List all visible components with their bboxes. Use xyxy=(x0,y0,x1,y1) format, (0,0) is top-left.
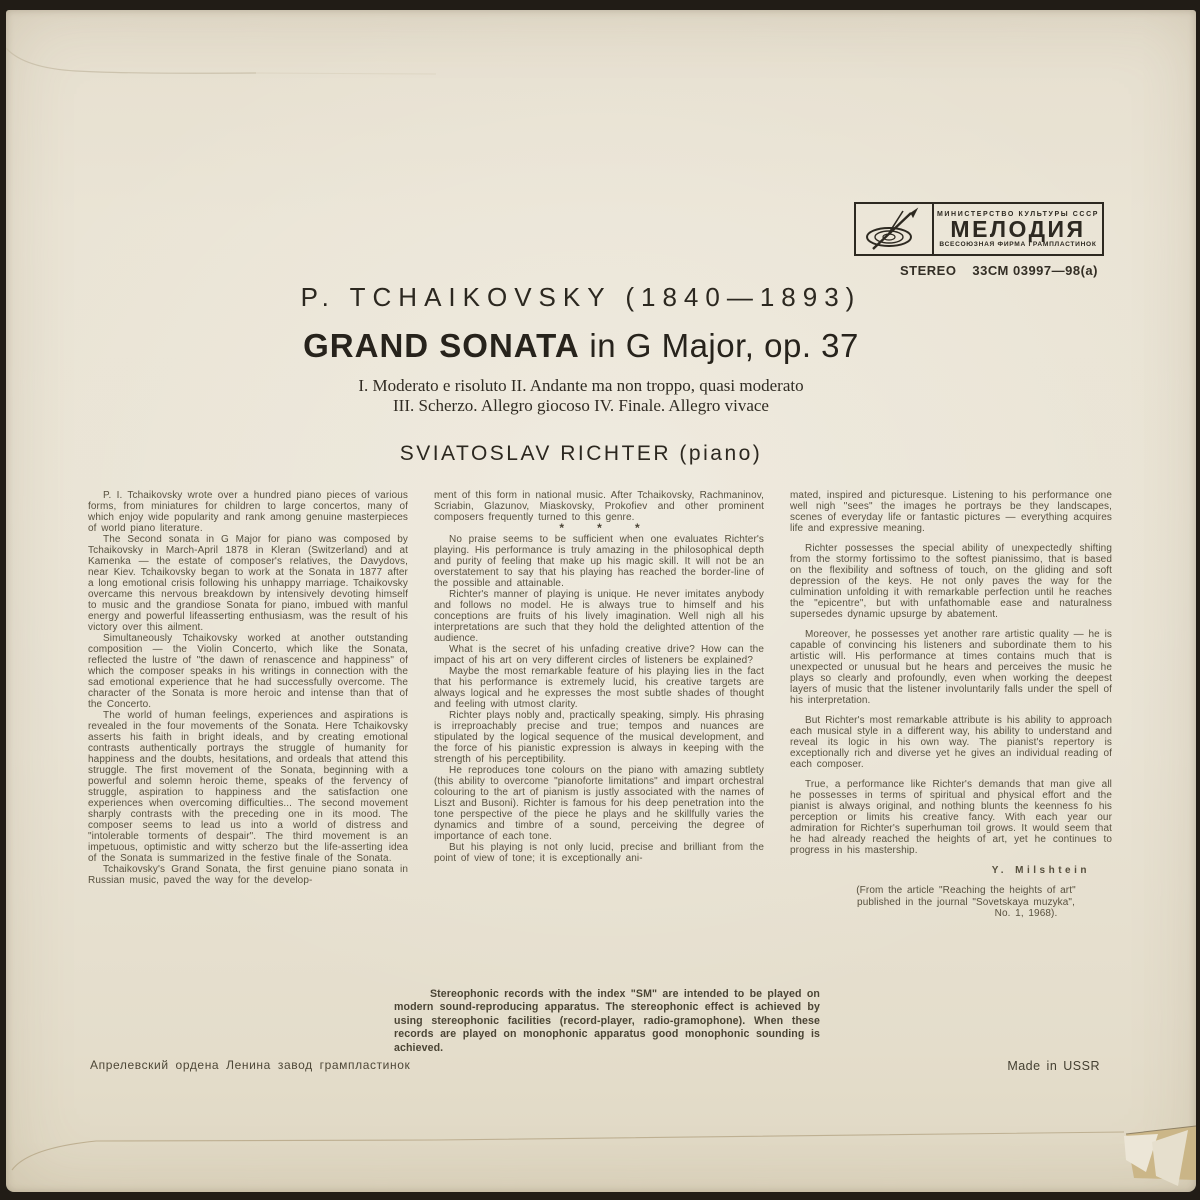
source-note xyxy=(790,885,1112,920)
paragraph: The world of human feelings, experiences and aspirations is revealed in the four movements of the Sonata. Here Tchaikovsky asserts his faith in bright ideals, and by creating emotional contrasts authentically portrays the struggle of humanity for happiness and the doubts, hesitations, and ordeals that attend this struggle. The first movement of the Sonata, beginning with a powerful and solemn heroic theme, speaks of the fervency of struggle, aspiration to happiness and the satisfaction one experiences when overcoming difficulties... The second movement sharply contrasts with the preceding one in its mood. The composer seems to lead us into a world of distress and "intolerable torments of despair". The third movement is an impetuous, optimistic and witty scherzo but the life-asserting idea of the Sonata is summarized in the festive finale of the Sonata. xyxy=(88,710,408,864)
logo-ministry-line: МИНИСТЕРСТВО КУЛЬТУРЫ СССР xyxy=(937,210,1099,218)
paragraph: P. I. Tchaikovsky wrote over a hundred piano pieces of various forms, from miniatures for children to large concertos, many of which enjoy wide popularity and rank among genuine masterpieces of world piano literature. xyxy=(88,490,408,534)
author-signature: Y. Milshtein xyxy=(991,865,1090,876)
paragraph: What is the secret of his unfading creative drive? How can the impact of his art on very different circles of listeners be explained? xyxy=(434,644,764,666)
stereo-playback-note-text: Stereophonic records with the index "SM" are intended to be played on modern sound-reproducing apparatus. The stereophonic effect is achieved by using stereophonic facilities (record-player, radio-gramophone). When these records are played on monophonic apparatus good monophonic sounding is achieved. xyxy=(394,988,820,1054)
liner-notes xyxy=(88,490,1112,920)
stereo-playback-note xyxy=(394,988,820,1055)
composer-title: P. TCHAIKOVSKY (1840—1893) xyxy=(300,282,862,312)
label-block xyxy=(854,202,1104,278)
paragraph: Richter's manner of playing is unique. He never imitates anybody and follows no model. He is always true to himself and his conceptions are fruits of his lively imagination. Well nigh all his interpretations are such that they hold the delighted attention of the audience. xyxy=(434,589,764,644)
paragraph: Richter possesses the special ability of unexpectedly shifting from the stormy fortissimo to the softest pianissimo, that is based on the flexibility and softness of touch, on the gliding and soft depression of the keys. He not only paves the way for the culmination unfolding it with remarkable perfection until he reaches the "epicentre", but with unfathomable ease and naturalness supersedes dynamic upsurge by abatement. xyxy=(790,543,1112,620)
melodiya-logo-text xyxy=(934,204,1102,254)
melodiya-logo xyxy=(854,202,1104,256)
performer-title: SVIATOSLAV RICHTER (piano) xyxy=(399,442,763,465)
movements-line-1: I. Moderato e risoluto II. Andante ma non troppo, quasi moderato xyxy=(358,376,804,395)
source-note-line-2: published in the journal "Sovetskaya muzyka", xyxy=(857,896,1075,908)
paragraph: But Richter's most remarkable attribute is his ability to approach each musical style in a different way, his ability to understand and reveal its logic in his own way. The pianist's repertory is exceptionally rich and diverse yet he gives an individual reading of each composer. xyxy=(790,715,1112,770)
paragraph: mated, inspired and picturesque. Listening to his performance one well nigh "sees" the images he portrays be they landscapes, scenes of everyday life or fantastic pictures — everything acquires life and expressive meaning. xyxy=(790,490,1112,534)
paragraph: Tchaikovsky's Grand Sonata, the first genuine piano sonata in Russian music, paved the way for the develop- xyxy=(88,864,408,886)
source-note-line-3: No. 1, 1968). xyxy=(994,908,1058,919)
work-title-main: GRAND SONATA xyxy=(303,327,580,364)
work-title xyxy=(66,327,1096,365)
sleeve-paper xyxy=(6,10,1196,1192)
middle-body xyxy=(434,534,764,864)
paragraph: ment of this form in national music. After Tchaikovsky, Rachmaninov, Scriabin, Glazunov, Miaskovsky, Prokofiev and other prominent composers frequently turned to this genre. xyxy=(434,490,764,523)
source-note-line-1: (From the article "Reaching the heights of art" xyxy=(856,885,1076,896)
made-in-ussr-label: Made in USSR xyxy=(1007,1059,1100,1073)
paragraph: Maybe the most remarkable feature of his playing lies in the fact that his performance is extremely lucid, his creative targets are always logical and he expresses the most subtle shades of thought and feeling with utmost clarity. xyxy=(434,666,764,710)
catalog-line xyxy=(854,263,1104,278)
paragraph: No praise seems to be sufficient when one evaluates Richter's playing. His performance is truly amazing in the philosophical depth and purity of feeling that make up his magic skill. It will not be an overstatement to say that his playing has reached the border-line of the possible and attainable. xyxy=(434,534,764,589)
right-body xyxy=(790,490,1112,856)
movements-line-2: III. Scherzo. Allegro giocoso IV. Finale. Allegro vivace xyxy=(393,396,769,415)
asterisk-separator: * * * xyxy=(559,521,654,535)
logo-brand: МЕЛОДИЯ xyxy=(950,215,1086,242)
paragraph: The Second sonata in G Major for piano was composed by Tchaikovsky in March-April 1878 in Kleran (Switzerland) and at Kamenka — the estate of composer's relatives, the Davydovs, near Kiev. Tchaikovsky began to work at the Sonata in 1877 after a long emotional crisis following his unhappy marriage. Tchaikovsky overcame this nervous breakdown by intensively devoting himself to music and the grandiose Sonata for piano, imbued with manful energy and powerful lifeasserting enthusiasm, was the result of his victory over this ailment. xyxy=(88,534,408,633)
paragraph: Moreover, he possesses yet another rare artistic quality — he is capable of convincing his listeners and subordinate them to his artistic will. His performance at times contains much that is unexpected or unusual but he hears and perceives the music he plays so clearly and profoundly, even when working the deepest layers of music that the listener involuntarily falls under the spell of his interpretation. xyxy=(790,629,1112,706)
paragraph: Richter plays nobly and, practically speaking, simply. His phrasing is irreproachably precise and true; tempos and nuances are stipulated by the logical sequence of the musical development, and the force of his pianistic expression is always in keeping with the strength of his perceptibility. xyxy=(434,710,764,765)
paragraph: True, a performance like Richter's demands that man give all he possesses in terms of spiritual and physical effort and the pianist is always original, and nothing blunts the keenness fo his perception or limits his creative fancy. With each year our admiration for Richter's superhuman toil grows. It would seem that he had already reached the heights of art, yet he continues to progress in his mastership. xyxy=(790,779,1112,856)
middle-intro xyxy=(434,490,764,523)
stereo-label: STEREO xyxy=(900,263,957,278)
work-title-key: in G Major, op. 37 xyxy=(579,327,859,364)
paragraph: Simultaneously Tchaikovsky worked at another outstanding composition — the Violin Concerto, which like the Sonata, reflected the lustre of "the dawn of renascence and happiness" of which the composer speaks in his writings in connection with the sad emotional experience that he had successfully overcome. The character of the Sonata is more heroic and intense than that of the Concerto. xyxy=(88,633,408,710)
paragraph: He reproduces tone colours on the piano with amazing subtlety (this ability to overcome "pianoforte limitations" and impart orchestral colouring to the art of pianism is justly associated with the names of Liszt and Busoni). Richter is famous for his deep penetration into the tone perspective of the piece he plays and he skillfully varies the dynamics and timbre of a sound, perceiving the degree of importance of each tone. xyxy=(434,765,764,842)
movements-list xyxy=(66,376,1096,416)
pressing-plant-line: Апрелевский ордена Ленина завод грампластинок xyxy=(90,1058,411,1072)
title-block xyxy=(66,282,1096,466)
melodiya-record-icon xyxy=(856,204,934,254)
catalog-number: 33СМ 03997—98(a) xyxy=(972,263,1098,278)
liner-notes-middle-column xyxy=(434,490,764,920)
liner-notes-right-column xyxy=(790,490,1112,920)
liner-notes-left-column xyxy=(88,490,408,920)
logo-subtitle-line: ВСЕСОЮЗНАЯ ФИРМА ГРАМПЛАСТИНОК xyxy=(939,240,1097,248)
paragraph: But his playing is not only lucid, precise and brilliant from the point of view of tone; it is exceptionally ani- xyxy=(434,842,764,864)
